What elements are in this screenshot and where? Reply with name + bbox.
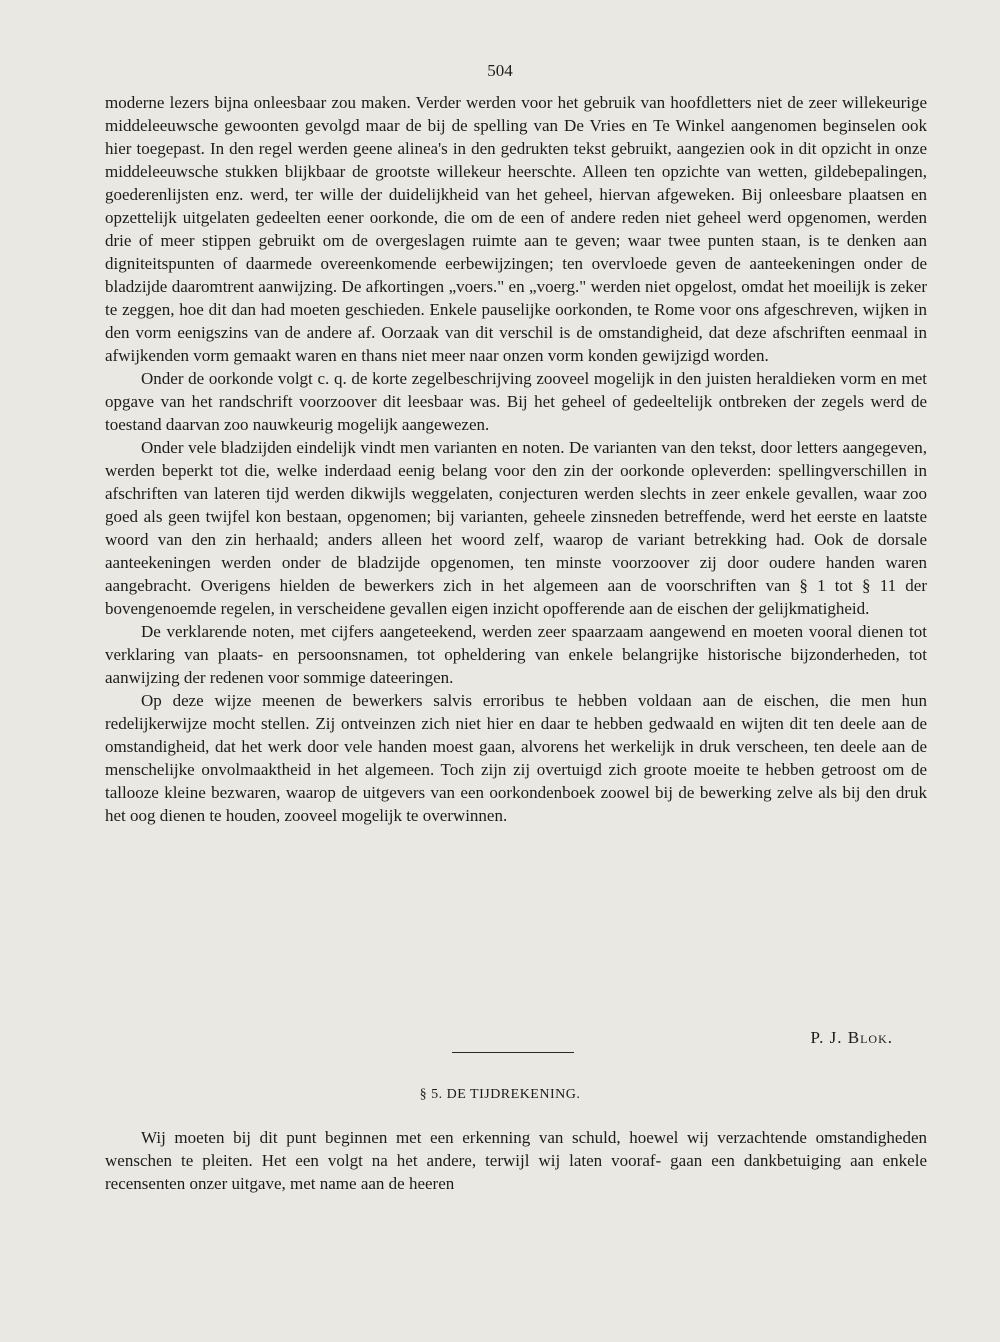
paragraph: Wij moeten bij dit punt beginnen met een erkenning van schuld, hoewel wij verzachtende omstandigheden wenschen te pleiten. Het een volgt na het andere, terwijl wij laten vooraf- gaan een dankbetuiging aan enkele recensenten onzer uitgave, met name aan de heeren — [105, 1128, 927, 1193]
section-divider — [452, 1052, 574, 1053]
paragraph: De verklarende noten, met cijfers aangeteekend, werden zeer spaarzaam aangewend en moeten vooral dienen tot verklaring van plaats- en persoonsnamen, tot opheldering van enkele belangrijke historische bijzonderheden, tot aanwijzing der redenen voor sommige dateeringen. — [105, 622, 927, 687]
paragraph: Onder vele bladzijden eindelijk vindt men varianten en noten. De varianten van den tekst, door letters aangegeven, werden beperkt tot die, welke inderdaad eenig belang voor den zin der oorkonde opleverden: spellingverschillen in afschriften van lateren tijd werden dikwijls weggelaten, conjecturen werden slechts in zeer enkele gevallen, waar zoo goed als geen twijfel kon bestaan, opgenomen; bij varianten, geheele zinsneden betreffende, werd het eerste en laatste woord van den zin herhaald; anders alleen het woord zelf, waarop de variant betrekking had. Ook de dorsale aanteekeningen werden onder de bladzijde opgenomen, ten minste voorzoover zij door oudere handen waren aangebracht. Overigens hielden de bewerkers zich in het algemeen aan de voorschriften van § 1 tot § 11 der bovengenoemde regelen, in verscheidene gevallen eigen inzicht opofferende aan de eischen der gelijkmatigheid. — [105, 438, 927, 618]
section-heading: § 5. DE TIJDREKENING. — [419, 1087, 581, 1102]
page-number: 504 — [487, 61, 513, 80]
paragraph: Op deze wijze meenen de bewerkers salvis erroribus te hebben voldaan aan de eischen, die men hun redelijkerwijze mocht stellen. Zij ontveinzen zich niet hier en daar te hebben gedwaald en wijten dit ten deele aan de omstandigheid, dat het werk door vele handen moest gaan, alvorens het werkelijk in druk verscheen, ten deele aan de menschelijke onvolmaaktheid in het algemeen. Toch zijn zij overtuigd zich groote moeite te hebben getroost om de tallooze kleine bezwaren, waarop de uitgevers van een oorkondenboek zoowel bij de bewerking zelve als bij den druk het oog dienen te houden, zooveel mogelijk te overwinnen. — [105, 691, 927, 825]
signature-surname: Blok. — [847, 1028, 893, 1047]
paragraph: Onder de oorkonde volgt c. q. de korte zegelbeschrijving zooveel mogelijk in den juisten heraldieken vorm en met opgave van het randschrift voorzoover dit leesbaar was. Bij het geheel of gedeeltelijk ontbreken der zegels werd de toestand daarvan zoo nauwkeurig mogelijk aangewezen. — [105, 369, 927, 434]
paragraph: moderne lezers bijna onleesbaar zou maken. Verder werden voor het gebruik van hoofdletters niet de zeer willekeurige middeleeuwsche gewoonten gevolgd maar de bij de spelling van De Vries en Te Winkel aangenomen beginselen ook hier toegepast. In den regel werden geene alinea's in den gedrukten tekst gebruikt, aangezien ook in dit opzicht in onze middeleeuwsche stukken blijkbaar de grootste willekeur heerschte. Alleen ten opzichte van wetten, gildebepalingen, goederenlijsten enz. werd, ter wille der duidelijkheid van het geheel, hiervan afgeweken. Bij onleesbare plaatsen en opzettelijk uitgelaten gedeelten eener oorkonde, die om de een of andere reden niet geheel werd opgenomen, werden drie of meer stippen gebruikt om de overgeslagen ruimte aan te geven; waar twee punten staan, is te denken aan digniteitspunten of daarmede overeenkomende eerbewijzingen; ten overvloede geven de aanteekeningen onder de bladzijde daaromtrent aanwijzing. De afkortingen „voers." en „voerg." werden niet opgelost, omdat het moeilijk is zeker te zeggen, hoe dit dan had moeten geschieden. Enkele pauselijke oorkonden, te Rome voor ons afgeschreven, wijken in den vorm eenigszins van de andere af. Oorzaak van dit verschil is de omstandigheid, dat deze afschriften eenmaal in afwijkenden vorm gemaakt waren en thans niet meer naar onzen vorm konden gewijzigd worden. — [105, 93, 927, 365]
main-text-block — [105, 91, 927, 827]
signature-initials: P. J. — [810, 1028, 843, 1047]
section-text-block — [105, 1126, 927, 1195]
author-signature — [811, 1026, 893, 1049]
